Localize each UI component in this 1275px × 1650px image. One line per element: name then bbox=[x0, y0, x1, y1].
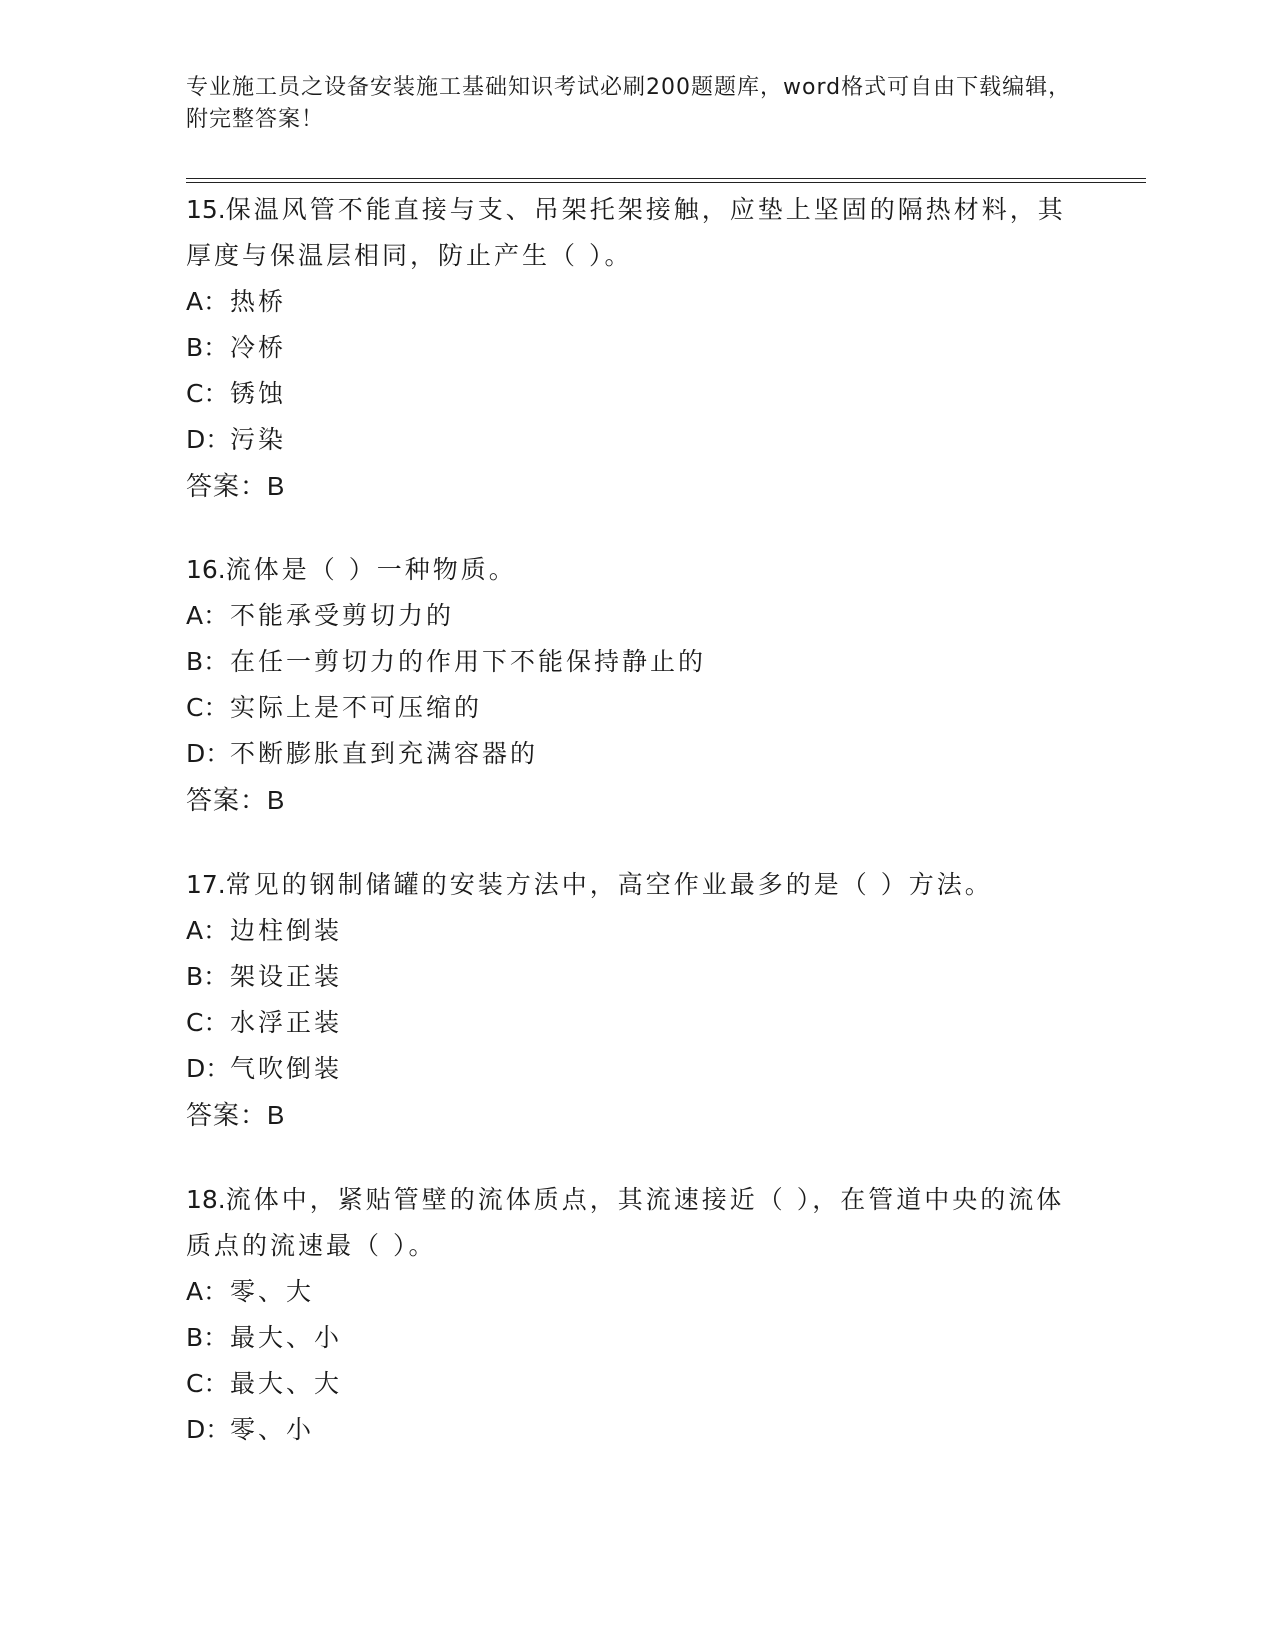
option-letter: B： bbox=[186, 333, 229, 362]
option-a bbox=[186, 1269, 1086, 1315]
question-15 bbox=[186, 187, 1086, 509]
option-text: 锈蚀 bbox=[230, 379, 287, 408]
option-d bbox=[186, 1046, 1086, 1092]
answer-line: 答案：B bbox=[186, 785, 286, 815]
option-letter: B： bbox=[186, 647, 229, 676]
option-a bbox=[186, 279, 1086, 325]
option-letter: A： bbox=[186, 1277, 229, 1306]
option-text: 水浮正装 bbox=[230, 1008, 343, 1037]
question-number: 17. bbox=[186, 870, 226, 899]
option-letter: A： bbox=[186, 601, 229, 630]
option-c bbox=[186, 685, 1086, 731]
question-number: 15. bbox=[186, 195, 226, 224]
header-divider-bottom bbox=[186, 182, 1146, 183]
option-text: 边柱倒装 bbox=[230, 916, 343, 945]
option-d bbox=[186, 731, 1086, 777]
question-number: 18. bbox=[186, 1185, 226, 1214]
question-stem bbox=[186, 187, 1086, 279]
option-a bbox=[186, 593, 1086, 639]
option-letter: C： bbox=[186, 693, 229, 722]
option-letter: D： bbox=[186, 1415, 231, 1444]
question-text: 流体是（ ）一种物质。 bbox=[225, 555, 517, 584]
option-text: 不能承受剪切力的 bbox=[230, 601, 455, 630]
option-text: 最大、小 bbox=[230, 1323, 343, 1352]
header-divider-top bbox=[186, 178, 1146, 179]
option-text: 在任一剪切力的作用下不能保持静止的 bbox=[230, 647, 707, 676]
option-letter: B： bbox=[186, 962, 229, 991]
option-d bbox=[186, 1407, 1086, 1453]
option-letter: D： bbox=[186, 1054, 231, 1083]
option-text: 污染 bbox=[230, 425, 287, 454]
option-text: 冷桥 bbox=[230, 333, 287, 362]
option-d bbox=[186, 417, 1086, 463]
question-text: 保温风管不能直接与支、吊架托架接触，应垫上坚固的隔热材料，其厚度与保温层相同，防止产生（ ）。 bbox=[186, 195, 1066, 270]
question-16 bbox=[186, 547, 1086, 823]
question-text: 常见的钢制储罐的安装方法中，高空作业最多的是（ ）方法。 bbox=[225, 870, 993, 899]
question-stem bbox=[186, 1177, 1086, 1269]
option-text: 实际上是不可压缩的 bbox=[230, 693, 483, 722]
option-letter: C： bbox=[186, 1008, 229, 1037]
option-letter: A： bbox=[186, 916, 229, 945]
document-header bbox=[186, 72, 1086, 136]
option-text: 最大、大 bbox=[230, 1369, 343, 1398]
option-c bbox=[186, 1361, 1086, 1407]
option-text: 气吹倒装 bbox=[230, 1054, 343, 1083]
option-text: 零、大 bbox=[230, 1277, 315, 1306]
question-18 bbox=[186, 1177, 1086, 1453]
option-c bbox=[186, 371, 1086, 417]
question-text: 流体中，紧贴管壁的流体质点，其流速接近（ ），在管道中央的流体质点的流速最（ ）。 bbox=[186, 1185, 1065, 1260]
question-stem bbox=[186, 547, 1086, 593]
option-text: 热桥 bbox=[230, 287, 287, 316]
option-letter: C： bbox=[186, 1369, 229, 1398]
option-text: 零、小 bbox=[230, 1415, 315, 1444]
question-number: 16. bbox=[186, 555, 226, 584]
option-b bbox=[186, 1315, 1086, 1361]
option-b bbox=[186, 325, 1086, 371]
question-stem bbox=[186, 862, 1086, 908]
option-letter: A： bbox=[186, 287, 229, 316]
option-b bbox=[186, 954, 1086, 1000]
option-letter: D： bbox=[186, 739, 231, 768]
option-letter: C： bbox=[186, 379, 229, 408]
option-letter: B： bbox=[186, 1323, 229, 1352]
document-title: 专业施工员之设备安装施工基础知识考试必刷200题题库，word格式可自由下载编辑，附完整答案！ bbox=[186, 75, 1072, 132]
option-c bbox=[186, 1000, 1086, 1046]
option-b bbox=[186, 639, 1086, 685]
answer-line: 答案：B bbox=[186, 471, 286, 501]
option-text: 不断膨胀直到充满容器的 bbox=[230, 739, 539, 768]
option-letter: D： bbox=[186, 425, 231, 454]
answer-line: 答案：B bbox=[186, 1100, 286, 1130]
option-text: 架设正装 bbox=[230, 962, 343, 991]
question-17 bbox=[186, 862, 1086, 1138]
option-a bbox=[186, 908, 1086, 954]
